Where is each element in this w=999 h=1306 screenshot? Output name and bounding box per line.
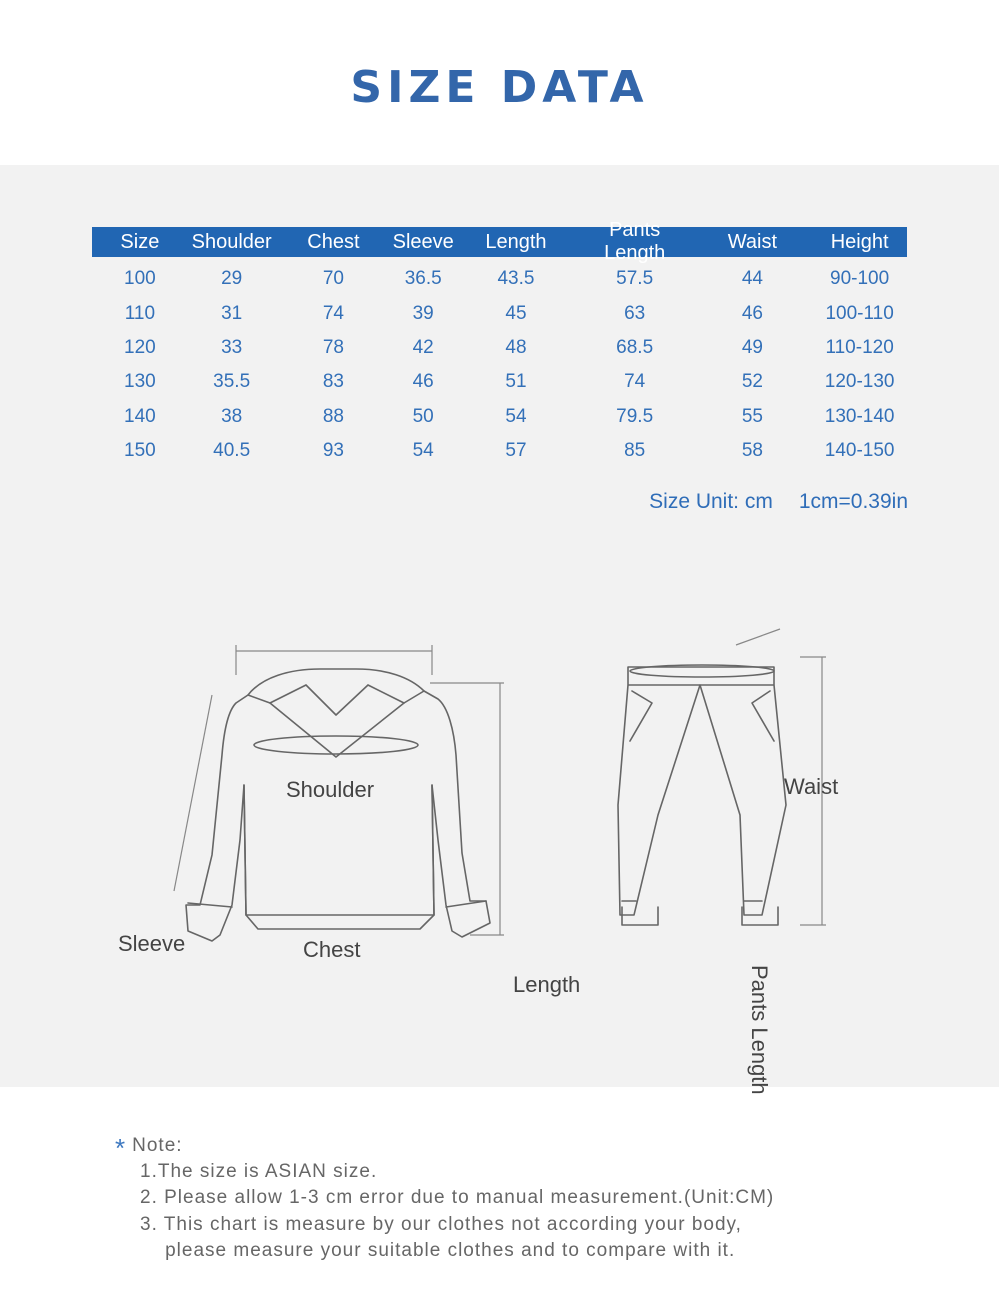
cell-size: 100 [124,268,156,290]
cell-size: 130 [124,371,156,393]
table-row [92,262,907,296]
cell-chest: 74 [322,302,344,324]
header-chest: Chest [307,230,360,253]
chest-label: Chest [303,937,361,962]
cell-shoulder: 31 [221,302,243,324]
cell-pants-length: 79.5 [616,405,654,427]
cell-shoulder: 33 [221,336,243,358]
cell-chest: 83 [322,371,344,393]
table-row [92,400,907,434]
table-body [92,257,907,468]
cell-size: 150 [124,440,156,462]
note-line-1: 1.The size is ASIAN size. [140,1161,378,1182]
note-section [0,1087,999,1306]
cell-length: 45 [505,302,527,324]
table-row [92,296,907,330]
hood-outline [248,669,424,757]
cell-pants-length: 74 [624,371,646,393]
note-line-4: please measure your suitable clothes and to compare with it. [140,1240,736,1261]
cell-pants-length: 68.5 [616,336,654,358]
table-row [92,365,907,399]
cell-length: 54 [505,405,527,427]
pants-length-label: Pants Length [747,965,772,1095]
cell-sleeve: 54 [412,440,434,462]
note-heading [115,1133,183,1164]
pants-pockets [630,691,774,741]
page-title: SIZE DATA [350,62,649,113]
cell-pants-length: 63 [624,302,646,324]
cell-length: 48 [505,336,527,358]
cell-waist: 55 [741,405,763,427]
cell-length: 51 [505,371,527,393]
hoodie-outline [186,691,490,941]
cell-sleeve: 42 [412,336,434,358]
cell-chest: 78 [322,336,344,358]
unit-line [649,490,908,514]
cell-size: 120 [124,336,156,358]
cell-length: 43.5 [497,268,535,290]
waist-pointer [736,629,780,805]
header-size: Size [120,230,160,253]
cell-height: 100-110 [825,302,894,324]
sleeve-label: Sleeve [118,931,186,956]
cell-shoulder: 35.5 [213,371,251,393]
size-table [92,219,907,468]
cell-waist: 44 [741,268,763,290]
cell-height: 110-120 [825,336,894,358]
cell-length: 57 [505,440,527,462]
shoulder-label: Shoulder [286,777,375,802]
cell-waist: 46 [741,302,763,324]
cell-chest: 88 [322,405,344,427]
cell-shoulder: 38 [221,405,243,427]
unit-conversion-label: 1cm=0.39in [798,490,908,513]
header-pants-length: Pants Length [604,219,666,264]
pants-outline [618,667,786,915]
length-arrow [430,683,504,935]
header-waist: Waist [727,230,778,253]
cell-chest: 93 [322,440,344,462]
cell-height: 90-100 [830,268,890,290]
table-row [92,331,907,365]
cell-chest: 70 [322,268,344,290]
cell-sleeve: 46 [412,371,434,393]
cell-height: 130-140 [824,405,895,427]
cell-pants-length: 85 [624,440,646,462]
sleeve-arrow [174,695,212,891]
table-header [92,219,907,264]
cell-waist: 49 [741,336,763,358]
length-label: Length [513,972,581,997]
waist-label: Waist [784,774,839,799]
cell-sleeve: 39 [412,302,434,324]
header-sleeve: Sleeve [392,230,454,253]
shoulder-arrow [236,645,432,675]
header-height: Height [830,230,889,253]
cell-shoulder: 40.5 [213,440,251,462]
hood-inner [270,685,404,715]
cell-height: 120-130 [824,371,895,393]
cell-height: 140-150 [824,440,895,462]
cell-pants-length: 57.5 [616,268,654,290]
pants-cuffs [622,901,778,925]
table-row [92,434,907,468]
size-panel [0,165,999,1095]
measurement-diagram [0,585,999,1095]
cell-waist: 58 [741,440,763,462]
cell-size: 140 [124,405,156,427]
chest-ellipse [254,736,418,754]
cell-sleeve: 50 [412,405,434,427]
header-shoulder: Shoulder [191,230,272,253]
cell-waist: 52 [741,371,763,393]
note-line-2: 2. Please allow 1-3 cm error due to manual measurement.(Unit:CM) [140,1187,775,1208]
note-line-3: 3. This chart is measure by our clothes not according your body, [140,1214,742,1235]
cell-sleeve: 36.5 [404,268,442,290]
cell-size: 110 [124,302,156,324]
note-heading-text: Note: [132,1135,183,1156]
header-length: Length [485,230,547,253]
cell-shoulder: 29 [221,268,243,290]
asterisk-icon: * [115,1133,127,1163]
size-unit-label: Size Unit: cm [649,490,773,513]
